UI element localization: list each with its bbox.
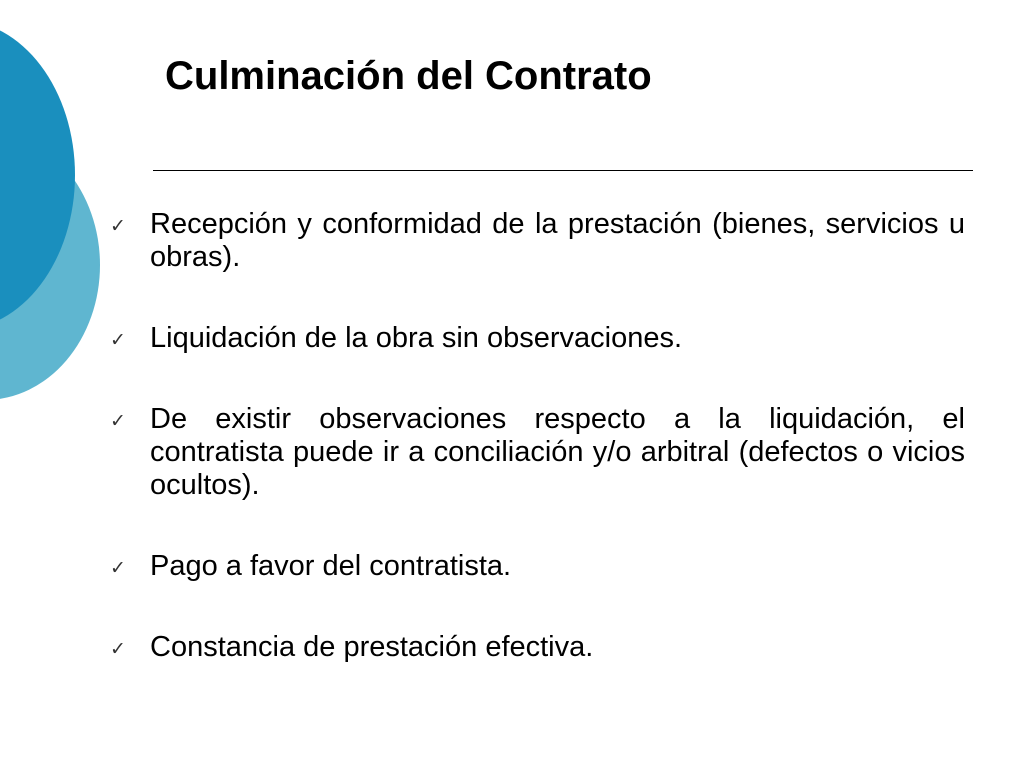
bullet-text: De existir observaciones respecto a la liquidación, el contratista puede ir a conciliación y/o arbitral (defectos o vicios ocultos). <box>150 403 965 501</box>
bullet-list <box>110 208 965 664</box>
check-icon: ✓ <box>110 410 126 432</box>
bullet-text: Liquidación de la obra sin observaciones. <box>150 322 683 354</box>
bullet-text: Pago a favor del contratista. <box>150 550 512 582</box>
bullet-text: Recepción y conformidad de la prestación (bienes, servicios u obras). <box>150 208 965 273</box>
slide-title: Culminación del Contrato <box>165 54 652 98</box>
check-icon: ✓ <box>110 329 126 351</box>
bullet-text: Constancia de prestación efectiva. <box>150 631 594 663</box>
check-icon: ✓ <box>110 215 126 237</box>
bullet-item <box>110 208 965 274</box>
bullet-item <box>110 550 965 583</box>
check-icon: ✓ <box>110 638 126 660</box>
check-icon: ✓ <box>110 557 126 579</box>
bullet-item <box>110 403 965 502</box>
bullet-item <box>110 322 965 355</box>
bullet-item <box>110 631 965 664</box>
title-divider <box>153 170 973 171</box>
